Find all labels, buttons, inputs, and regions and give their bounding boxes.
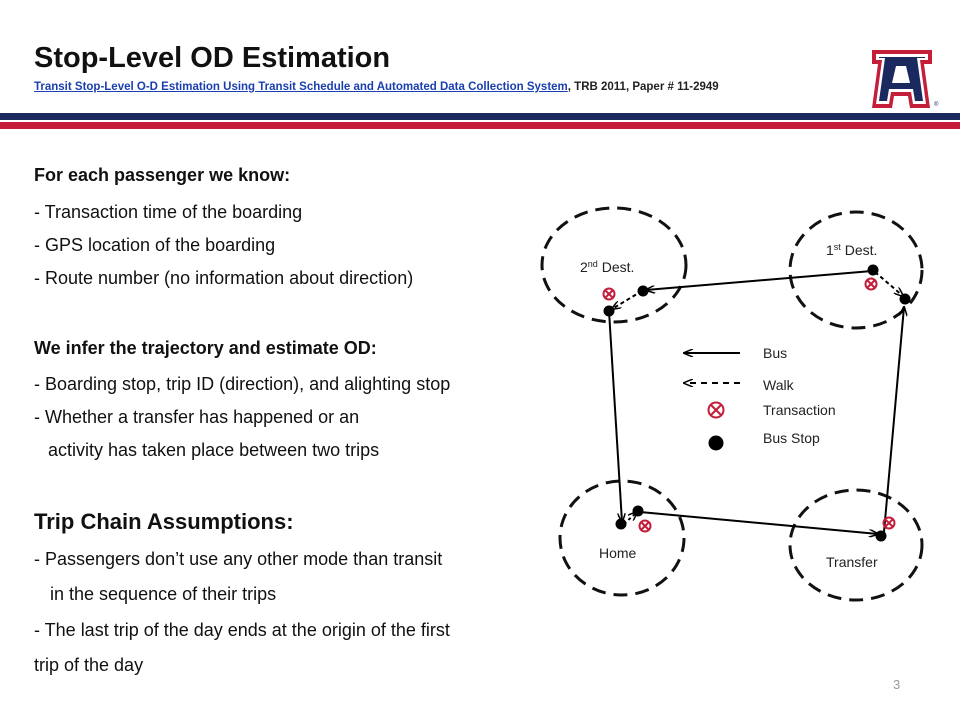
- svg-text:®: ®: [934, 102, 939, 108]
- citation-link[interactable]: Transit Stop-Level O-D Estimation Using Transit Schedule and Automated Data Collection System: [34, 81, 568, 93]
- chain-heading: Trip Chain Assumptions:: [34, 509, 294, 534]
- legend: [684, 345, 836, 451]
- transaction-icon: [866, 279, 877, 290]
- bus-trip-second-home: [609, 311, 622, 522]
- know-item-1: - Transaction time of the boarding: [34, 202, 303, 222]
- bus-stop: [616, 519, 627, 530]
- transaction-icon: [604, 289, 615, 300]
- legend-transaction-label: Transaction: [763, 402, 836, 418]
- bus-trip-home-transfer: [640, 512, 878, 534]
- zone-first-dest: [790, 212, 922, 328]
- legend-stop-dot: [709, 436, 724, 451]
- zone-home: [560, 481, 684, 595]
- bus-stop: [638, 286, 649, 297]
- know-heading: For each passenger we know:: [34, 165, 291, 185]
- chain-item-4: trip of the day: [34, 655, 144, 675]
- zone-transfer: [790, 490, 922, 600]
- slide-title: Stop-Level OD Estimation: [34, 42, 391, 74]
- label-home: Home: [599, 545, 637, 561]
- bus-stop: [900, 294, 911, 305]
- legend-stop-label: Bus Stop: [763, 430, 820, 446]
- legend-bus-label: Bus: [763, 345, 788, 361]
- label-transfer: Transfer: [826, 554, 878, 570]
- infer-heading: We infer the trajectory and estimate OD:: [34, 338, 377, 358]
- label-first-dest: 1st Dest.: [826, 242, 878, 258]
- bus-trip-first-second: [646, 271, 872, 290]
- know-item-3: - Route number (no information about direction): [34, 268, 414, 288]
- legend-walk-label: Walk: [763, 377, 794, 393]
- know-item-2: - GPS location of the boarding: [34, 235, 276, 255]
- citation-details: , TRB 2011, Paper # 11-2949: [567, 81, 719, 93]
- bus-stop: [876, 531, 887, 542]
- transaction-icon: [640, 521, 651, 532]
- bus-stop: [604, 306, 615, 317]
- chain-item-1: - Passengers don’t use any other mode than transit: [34, 549, 443, 569]
- label-second-dest: 2nd Dest.: [580, 259, 635, 275]
- walk-second: [612, 291, 642, 309]
- infer-item-1: - Boarding stop, trip ID (direction), and alighting stop: [34, 374, 451, 394]
- legend-transaction-icon: [709, 403, 724, 418]
- infer-item-2: - Whether a transfer has happened or an: [34, 407, 360, 427]
- chain-item-3: - The last trip of the day ends at the origin of the first: [34, 620, 450, 640]
- chain-item-2: in the sequence of their trips: [50, 584, 277, 604]
- bus-stop: [868, 265, 879, 276]
- walk-first: [875, 272, 903, 296]
- bus-trip-transfer-first: [884, 307, 904, 532]
- infer-item-3: activity has taken place between two trips: [48, 440, 380, 460]
- page-number: 3: [893, 677, 901, 692]
- bus-stop: [633, 506, 644, 517]
